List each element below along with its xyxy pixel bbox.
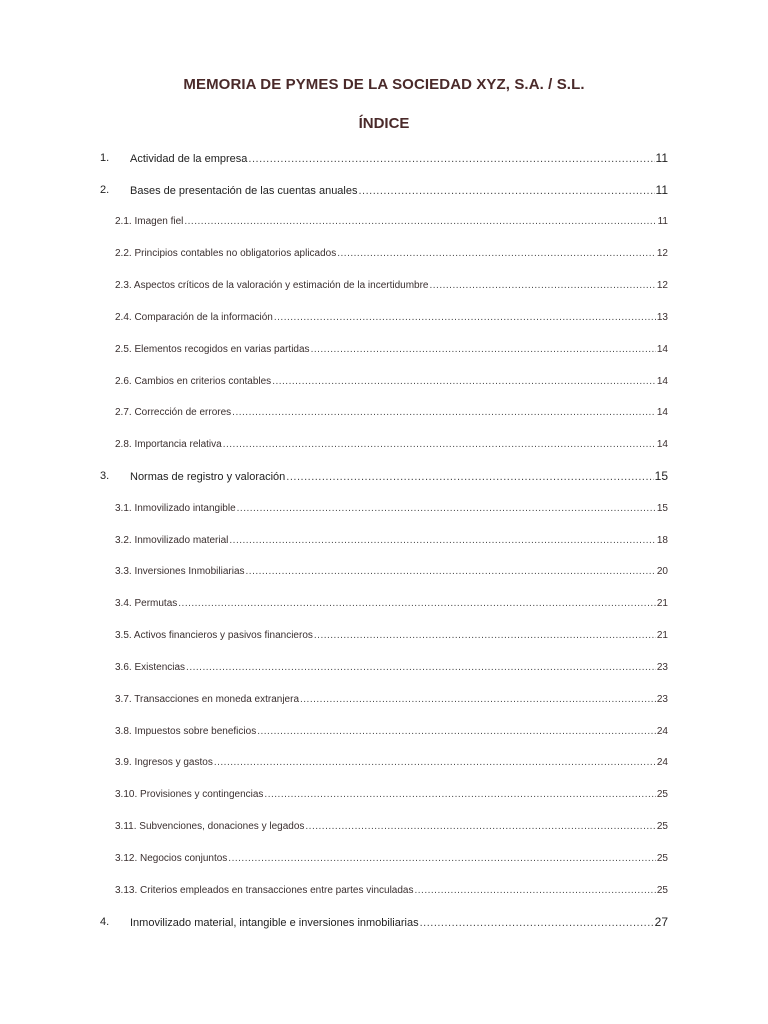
toc-entry-page: 27 [654, 915, 668, 929]
toc-entry-label: 2.8. Importancia relativa [115, 439, 222, 450]
toc-entry-label: 3.2. Inmovilizado material [115, 535, 229, 546]
toc-entry-page: 25 [656, 853, 668, 864]
toc-entry-3-3[interactable] [0, 562, 768, 582]
toc-entry-label: 2.3. Aspectos críticos de la valoración y estimación de la incertidumbre [115, 280, 429, 291]
toc-entry-label: 3.11. Subvenciones, donaciones y legados [115, 821, 305, 832]
toc-entry-page: 24 [656, 757, 668, 768]
leader-dots [311, 340, 656, 360]
toc-entry-3-6[interactable] [0, 658, 768, 678]
toc-entry-number: 3. [100, 470, 110, 482]
toc-entry-3-13[interactable] [0, 881, 768, 901]
toc-entry-page: 14 [656, 407, 668, 418]
toc-entry-3-1[interactable] [0, 499, 768, 519]
toc-entry-page: 23 [656, 694, 668, 705]
toc-entry-2-4[interactable] [0, 308, 768, 328]
toc-entry-label: 3.1. Inmovilizado intangible [115, 503, 236, 514]
toc-entry-page: 25 [656, 789, 668, 800]
toc-entry-label: 2.1. Imagen fiel [115, 216, 184, 227]
toc-entry-page: 24 [656, 726, 668, 737]
toc-entry-3-2[interactable] [0, 531, 768, 551]
toc-entry-page: 14 [656, 376, 668, 387]
toc-entry-label: 3.4. Permutas [115, 598, 178, 609]
leader-dots [178, 594, 656, 614]
toc-entry-2-6[interactable] [0, 372, 768, 392]
leader-dots [415, 881, 656, 901]
toc-entry-2[interactable] [0, 180, 768, 200]
toc-entry-label: 3.8. Impuestos sobre beneficios [115, 726, 257, 737]
leader-dots [229, 531, 655, 551]
toc-entry-number: 4. [100, 916, 110, 928]
toc-entry-label: 3.7. Transacciones en moneda extranjera [115, 694, 299, 705]
toc-entry-3-9[interactable] [0, 753, 768, 773]
leader-dots [186, 658, 656, 678]
leader-dots [228, 849, 656, 869]
toc-entry-page: 14 [656, 344, 668, 355]
toc-entry-2-8[interactable] [0, 435, 768, 455]
toc-entry-page: 23 [656, 662, 668, 673]
toc-entry-3-11[interactable] [0, 817, 768, 837]
leader-dots [232, 403, 656, 423]
leader-dots [286, 467, 653, 487]
leader-dots [300, 690, 656, 710]
toc-entry-page: 11 [657, 216, 668, 227]
toc-entry-3-10[interactable] [0, 785, 768, 805]
leader-dots [314, 626, 656, 646]
toc-entry-2-2[interactable] [0, 244, 768, 264]
toc-entry-label: 3.13. Criterios empleados en transacciones entre partes vinculadas [115, 885, 414, 896]
toc-entry-page: 12 [656, 248, 668, 259]
toc-entry-label: 3.5. Activos financieros y pasivos financieros [115, 630, 313, 641]
leader-dots [184, 212, 656, 232]
toc-entry-page: 21 [656, 598, 668, 609]
toc-entry-3-5[interactable] [0, 626, 768, 646]
toc-entry-label: 2.4. Comparación de la información [115, 312, 273, 323]
toc-entry-label: 3.10. Provisiones y contingencias [115, 789, 264, 800]
toc-entry-label: Inmovilizado material, intangible e inversiones inmobiliarias [130, 917, 419, 929]
leader-dots [214, 753, 656, 773]
toc-entry-2-7[interactable] [0, 403, 768, 423]
leader-dots [359, 181, 655, 201]
leader-dots [274, 308, 656, 328]
toc-entry-2-5[interactable] [0, 340, 768, 360]
toc-entry-label: 3.12. Negocios conjuntos [115, 853, 228, 864]
toc-entry-3-4[interactable] [0, 594, 768, 614]
toc-entry-2-1[interactable] [0, 212, 768, 232]
toc-entry-page: 13 [656, 312, 668, 323]
toc-entry-3-12[interactable] [0, 849, 768, 869]
toc-entry-label: 3.3. Inversiones Inmobiliarias [115, 566, 245, 577]
toc-entry-page: 18 [656, 535, 668, 546]
leader-dots [337, 244, 656, 264]
toc-entry-page: 21 [656, 630, 668, 641]
toc-entry-3-7[interactable] [0, 690, 768, 710]
leader-dots [223, 435, 656, 455]
toc-entry-page: 12 [656, 280, 668, 291]
leader-dots [420, 913, 654, 933]
toc-entry-page: 25 [656, 821, 668, 832]
leader-dots [264, 785, 655, 805]
toc-entry-page: 11 [655, 183, 668, 197]
leader-dots [430, 276, 656, 296]
leader-dots [248, 149, 654, 169]
toc-entry-label: Actividad de la empresa [130, 153, 248, 165]
toc-entry-2-3[interactable] [0, 276, 768, 296]
toc-entry-label: Normas de registro y valoración [130, 471, 286, 483]
toc-entry-label: 3.6. Existencias [115, 662, 186, 673]
toc-entry-label: 2.7. Corrección de errores [115, 407, 232, 418]
toc-entry-page: 11 [655, 151, 668, 165]
toc-entry-1[interactable] [0, 148, 768, 168]
toc-entry-page: 25 [656, 885, 668, 896]
leader-dots [272, 372, 656, 392]
toc-entry-page: 15 [656, 503, 668, 514]
toc-entry-label: Bases de presentación de las cuentas anuales [130, 185, 358, 197]
toc-entry-page: 15 [654, 469, 668, 483]
toc-entry-page: 14 [656, 439, 668, 450]
toc-entry-label: 2.5. Elementos recogidos en varias partidas [115, 344, 310, 355]
toc-entry-label: 3.9. Ingresos y gastos [115, 757, 213, 768]
toc-entry-3[interactable] [0, 466, 768, 486]
leader-dots [237, 499, 656, 519]
toc-heading: ÍNDICE [358, 115, 410, 132]
toc-entry-3-8[interactable] [0, 722, 768, 742]
toc-entry-label: 2.6. Cambios en criterios contables [115, 376, 272, 387]
toc-entry-number: 2. [100, 184, 110, 196]
leader-dots [246, 562, 656, 582]
document-title: MEMORIA DE PYMES DE LA SOCIEDAD XYZ, S.A. / S.L. [183, 76, 585, 93]
toc-entry-page: 20 [656, 566, 668, 577]
leader-dots [257, 722, 656, 742]
toc-entry-label: 2.2. Principios contables no obligatorios aplicados [115, 248, 337, 259]
toc-entry-4[interactable] [0, 912, 768, 932]
leader-dots [305, 817, 655, 837]
toc-entry-number: 1. [100, 152, 110, 164]
